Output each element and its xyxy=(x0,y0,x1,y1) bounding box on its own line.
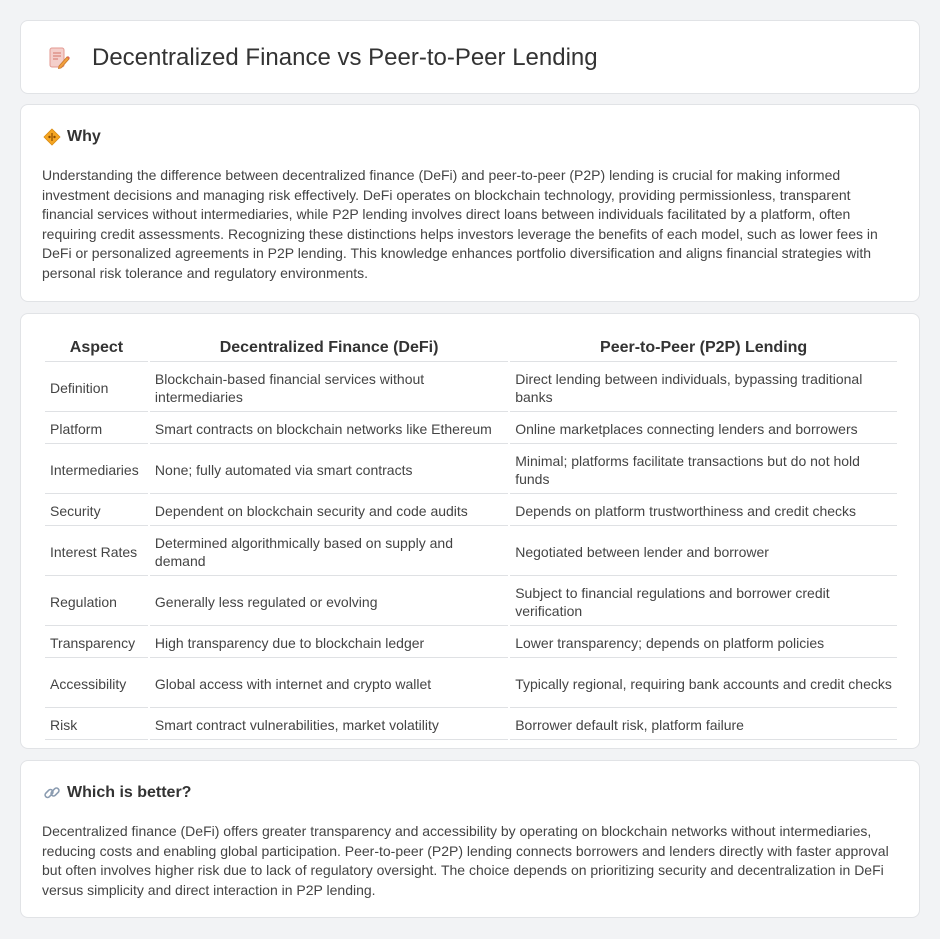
table-header-row xyxy=(45,337,897,362)
row-aspect: Intermediaries xyxy=(45,446,148,494)
row-defi: Determined algorithmically based on supply and demand xyxy=(150,528,508,576)
row-defi: Dependent on blockchain security and code audits xyxy=(150,496,508,526)
row-p2p: Lower transparency; depends on platform policies xyxy=(510,628,897,658)
diamond-icon xyxy=(43,128,61,146)
row-aspect: Regulation xyxy=(45,578,148,626)
row-aspect: Platform xyxy=(45,414,148,444)
link-icon xyxy=(43,784,61,802)
which-better-section xyxy=(20,760,920,918)
row-aspect: Transparency xyxy=(45,628,148,658)
header-p2p: Peer-to-Peer (P2P) Lending xyxy=(510,337,897,362)
row-aspect: Risk xyxy=(45,710,148,740)
row-aspect: Security xyxy=(45,496,148,526)
why-heading xyxy=(43,128,101,146)
row-defi: None; fully automated via smart contracts xyxy=(150,446,508,494)
table-row xyxy=(45,414,897,444)
row-aspect: Interest Rates xyxy=(45,528,148,576)
row-defi: High transparency due to blockchain ledger xyxy=(150,628,508,658)
row-p2p: Negotiated between lender and borrower xyxy=(510,528,897,576)
why-section xyxy=(20,104,920,302)
better-title: Which is better? xyxy=(67,784,192,801)
page-title: Decentralized Finance vs Peer-to-Peer Lending xyxy=(92,44,598,71)
row-defi: Global access with internet and crypto wallet xyxy=(150,660,508,708)
row-aspect: Definition xyxy=(45,364,148,412)
table-row xyxy=(45,528,897,576)
row-aspect: Accessibility xyxy=(45,660,148,708)
table-row xyxy=(45,446,897,494)
better-heading xyxy=(43,784,191,802)
table-row xyxy=(45,628,897,658)
comparison-table xyxy=(43,335,899,742)
row-p2p: Borrower default risk, platform failure xyxy=(510,710,897,740)
better-text: Decentralized finance (DeFi) offers greater transparency and accessibility by operating on blockchain networks without intermediaries, reducing costs and enabling global participation. Peer-to-peer (P2P) lending connects borrowers and lenders directly with faster approval but often involves higher risk due to lack of regulatory oversight. The choice depends on prioritizing security and decentralization in DeFi versus simplicity and direct interaction in P2P lending. xyxy=(42,823,889,898)
row-defi: Generally less regulated or evolving xyxy=(150,578,508,626)
row-p2p: Depends on platform trustworthiness and credit checks xyxy=(510,496,897,526)
row-p2p: Online marketplaces connecting lenders and borrowers xyxy=(510,414,897,444)
row-defi: Smart contracts on blockchain networks like Ethereum xyxy=(150,414,508,444)
table-row xyxy=(45,578,897,626)
row-p2p: Direct lending between individuals, bypassing traditional banks xyxy=(510,364,897,412)
table-row xyxy=(45,364,897,412)
table-row xyxy=(45,496,897,526)
row-p2p: Typically regional, requiring bank accounts and credit checks xyxy=(510,660,897,708)
row-defi: Smart contract vulnerabilities, market volatility xyxy=(150,710,508,740)
header-aspect: Aspect xyxy=(45,337,148,362)
row-defi: Blockchain-based financial services without intermediaries xyxy=(150,364,508,412)
header-defi: Decentralized Finance (DeFi) xyxy=(150,337,508,362)
row-p2p: Subject to financial regulations and borrower credit verification xyxy=(510,578,897,626)
document-pencil-icon xyxy=(47,46,71,70)
table-row xyxy=(45,710,897,740)
why-text: Understanding the difference between decentralized finance (DeFi) and peer-to-peer (P2P) lending is crucial for making informed investment decisions and managing risk effectively. DeFi operates on blockchain technology, providing permissionless, transparent financial services without intermediaries, while P2P lending involves direct loans between individuals facilitated by a platform, often requiring credit assessments. Recognizing these distinctions helps investors leverage the benefits of each model, such as lower fees in DeFi or personalized agreements in P2P lending. This knowledge enhances portfolio diversification and aligns financial strategies with personal risk tolerance and regulatory environments. xyxy=(42,167,878,281)
why-title: Why xyxy=(67,128,101,145)
table-row xyxy=(45,660,897,708)
row-p2p: Minimal; platforms facilitate transactions but do not hold funds xyxy=(510,446,897,494)
header-card xyxy=(20,20,920,94)
comparison-card xyxy=(20,313,920,749)
